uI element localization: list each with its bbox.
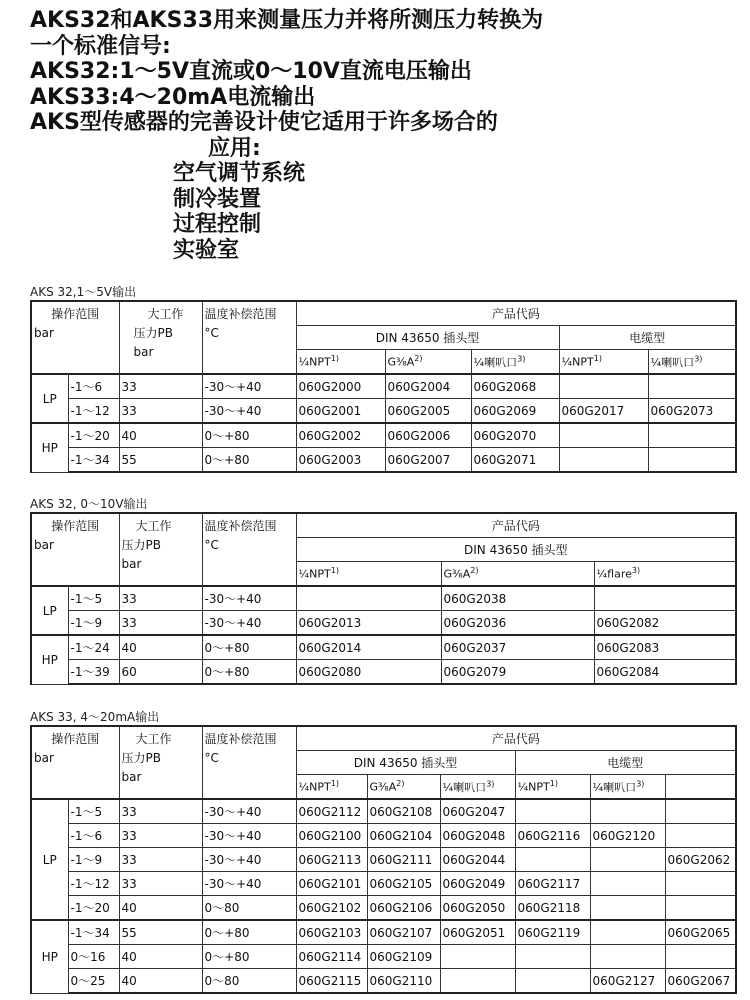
cell-code xyxy=(665,896,736,921)
cell-code: 060G2051 xyxy=(440,920,515,945)
cell-temp: -30～+40 xyxy=(202,399,296,424)
header-npt: ¼NPT$^{1)}$ xyxy=(515,775,590,800)
cell-code: 060G2073 xyxy=(648,399,736,424)
header-max-pressure: 大工作 压力PB bar xyxy=(119,513,202,586)
group-label: LP xyxy=(31,586,68,635)
cell-code: 060G2013 xyxy=(296,611,441,636)
table-row xyxy=(31,399,736,424)
cell-code: 060G2106 xyxy=(367,896,440,921)
cell-pb: 40 xyxy=(119,896,202,921)
group-label: LP xyxy=(31,799,68,920)
cell-code: 060G2120 xyxy=(590,824,665,848)
cell-code: 060G2111 xyxy=(367,848,440,872)
cell-code: 060G2050 xyxy=(440,896,515,921)
cell-code: 060G2048 xyxy=(440,824,515,848)
cell-code: 060G2004 xyxy=(385,374,471,399)
header-npt: ¼NPT$^{1)}$ xyxy=(296,350,385,375)
cell-temp: -30～+40 xyxy=(202,824,296,848)
table-row xyxy=(31,799,736,824)
cell-code xyxy=(559,448,648,473)
header-product-code: 产品代码 xyxy=(296,726,736,751)
header-npt: ¼NPT$^{1)}$ xyxy=(296,775,367,800)
application-item: 过程控制 xyxy=(173,212,262,237)
cell-code xyxy=(559,374,648,399)
cell-code xyxy=(665,799,736,824)
header-g: $G\frac{3}{8}A^{2)}$ xyxy=(385,350,471,375)
table-row xyxy=(31,448,736,473)
cell-temp: 0～+80 xyxy=(202,945,296,969)
table2-caption: AKS 32, 0～10V输出 xyxy=(30,497,148,511)
header-din-plug: DIN 43650 插头型 xyxy=(296,751,515,775)
header-temperature: 温度补偿范围 °C xyxy=(202,301,296,374)
cell-code: 060G2001 xyxy=(296,399,385,424)
cell-code: 060G2104 xyxy=(367,824,440,848)
cell-range: -1～39 xyxy=(68,660,119,685)
cell-code xyxy=(665,945,736,969)
header-temperature: 温度补偿范围 °C xyxy=(202,513,296,586)
intro-line: AKS33:4～20mA电流输出 xyxy=(30,84,316,110)
table-row xyxy=(31,848,736,872)
cell-range: -1～34 xyxy=(68,920,119,945)
cell-code xyxy=(515,969,590,994)
header-g: $G\frac{3}{8}A^{2)}$ xyxy=(367,775,440,800)
cell-temp: -30～+40 xyxy=(202,848,296,872)
cell-code: 060G2108 xyxy=(367,799,440,824)
intro-line: AKS32和AKS33用来测量压力并将所测压力转换为 xyxy=(30,8,544,33)
application-item: 制冷装置 xyxy=(173,186,262,212)
cell-pb: 55 xyxy=(119,448,202,473)
cell-code: 060G2115 xyxy=(296,969,367,994)
header-flare: ¼喇叭口$^{3)}$ xyxy=(471,350,559,375)
intro-line: AKS型传感器的完善设计使它适用于许多场合的 xyxy=(30,110,498,135)
cell-code: 060G2068 xyxy=(471,374,559,399)
cell-pb: 33 xyxy=(119,611,202,636)
table-row xyxy=(31,920,736,945)
cell-code: 060G2037 xyxy=(441,635,594,660)
cell-code xyxy=(590,920,665,945)
cell-temp: 0～+80 xyxy=(202,635,296,660)
cell-range: -1～9 xyxy=(68,848,119,872)
header-product-code: 产品代码 xyxy=(296,513,736,538)
cell-temp: 0～+80 xyxy=(202,920,296,945)
cell-code: 060G2109 xyxy=(367,945,440,969)
header-range: 操作范围 bar xyxy=(31,513,119,586)
cell-code xyxy=(440,969,515,994)
cell-code xyxy=(590,872,665,896)
cell-temp: -30～+40 xyxy=(202,586,296,611)
cell-code: 060G2071 xyxy=(471,448,559,473)
table2 xyxy=(30,512,737,685)
table-row xyxy=(31,611,736,636)
cell-pb: 33 xyxy=(119,848,202,872)
cell-code: 060G2006 xyxy=(385,423,471,448)
intro-text xyxy=(30,8,730,263)
cell-temp: 0～+80 xyxy=(202,423,296,448)
table-row xyxy=(31,896,736,921)
cell-pb: 33 xyxy=(119,374,202,399)
cell-code xyxy=(648,374,736,399)
cell-pb: 40 xyxy=(119,945,202,969)
cell-code: 060G2002 xyxy=(296,423,385,448)
cell-code xyxy=(665,824,736,848)
cell-code: 060G2113 xyxy=(296,848,367,872)
cell-range: 0～16 xyxy=(68,945,119,969)
cell-code: 060G2112 xyxy=(296,799,367,824)
cell-code: 060G2007 xyxy=(385,448,471,473)
cell-code: 060G2116 xyxy=(515,824,590,848)
cell-temp: -30～+40 xyxy=(202,374,296,399)
cell-range: -1～5 xyxy=(68,799,119,824)
cell-code: 060G2101 xyxy=(296,872,367,896)
table-row xyxy=(31,945,736,969)
header-din-plug: DIN 43650 插头型 xyxy=(296,538,736,562)
cell-code: 060G2117 xyxy=(515,872,590,896)
cell-code: 060G2114 xyxy=(296,945,367,969)
cell-code: 060G2065 xyxy=(665,920,736,945)
table-row xyxy=(31,969,736,994)
cell-temp: -30～+40 xyxy=(202,799,296,824)
cell-code xyxy=(665,872,736,896)
header-temperature: 温度补偿范围 °C xyxy=(202,726,296,799)
cell-code: 060G2118 xyxy=(515,896,590,921)
header-din-plug: DIN 43650 插头型 xyxy=(296,326,559,350)
table1 xyxy=(30,300,737,473)
header-max-pressure: 大工作 压力PB bar xyxy=(119,726,202,799)
cell-pb: 33 xyxy=(119,799,202,824)
table3 xyxy=(30,725,737,994)
cell-code: 060G2005 xyxy=(385,399,471,424)
cell-code: 060G2000 xyxy=(296,374,385,399)
table-row xyxy=(31,586,736,611)
cell-range: -1～20 xyxy=(68,423,119,448)
header-flare: ¼flare$^{3)}$ xyxy=(594,562,736,587)
cell-code xyxy=(590,896,665,921)
cell-code: 060G2080 xyxy=(296,660,441,685)
cell-code: 060G2017 xyxy=(559,399,648,424)
cell-range: -1～34 xyxy=(68,448,119,473)
header-range: 操作范围 bar xyxy=(31,726,119,799)
table-row xyxy=(31,872,736,896)
cell-code: 060G2103 xyxy=(296,920,367,945)
cell-code xyxy=(440,945,515,969)
cell-code xyxy=(648,423,736,448)
cell-temp: 0～+80 xyxy=(202,448,296,473)
cell-temp: 0～80 xyxy=(202,896,296,921)
header-range: 操作范围 bar xyxy=(31,301,119,374)
cell-code: 060G2003 xyxy=(296,448,385,473)
header-empty xyxy=(665,775,736,800)
cell-code: 060G2036 xyxy=(441,611,594,636)
intro-line: 一个标准信号: xyxy=(30,33,171,59)
header-cable: 电缆型 xyxy=(559,326,736,350)
cell-code xyxy=(594,586,736,611)
table-row xyxy=(31,824,736,848)
table-row xyxy=(31,660,736,685)
cell-code: 060G2119 xyxy=(515,920,590,945)
cell-pb: 33 xyxy=(119,586,202,611)
cell-code xyxy=(590,945,665,969)
cell-range: -1～9 xyxy=(68,611,119,636)
cell-code: 060G2079 xyxy=(441,660,594,685)
header-npt: ¼NPT$^{1)}$ xyxy=(296,562,441,587)
table1-caption: AKS 32,1～5V输出 xyxy=(30,285,137,299)
header-g: $G\frac{3}{8}A^{2)}$ xyxy=(441,562,594,587)
table-row xyxy=(31,635,736,660)
cell-range: -1～5 xyxy=(68,586,119,611)
intro-line: AKS32:1～5V直流或0～10V直流电压输出 xyxy=(30,59,472,84)
cell-range: -1～6 xyxy=(68,824,119,848)
applications-title: 应用: xyxy=(208,135,261,161)
cell-code: 060G2127 xyxy=(590,969,665,994)
cell-code: 060G2102 xyxy=(296,896,367,921)
cell-code xyxy=(648,448,736,473)
header-npt: ¼NPT$^{1)}$ xyxy=(559,350,648,375)
table-row xyxy=(31,374,736,399)
cell-temp: -30～+40 xyxy=(202,611,296,636)
cell-code: 060G2049 xyxy=(440,872,515,896)
cell-code: 060G2069 xyxy=(471,399,559,424)
cell-range: -1～12 xyxy=(68,872,119,896)
cell-code: 060G2044 xyxy=(440,848,515,872)
cell-code: 060G2070 xyxy=(471,423,559,448)
cell-code xyxy=(515,799,590,824)
cell-pb: 33 xyxy=(119,872,202,896)
header-product-code: 产品代码 xyxy=(296,301,736,326)
cell-pb: 33 xyxy=(119,824,202,848)
cell-pb: 40 xyxy=(119,423,202,448)
cell-code xyxy=(515,848,590,872)
cell-code: 060G2105 xyxy=(367,872,440,896)
header-flare: ¼喇叭口$^{3)}$ xyxy=(440,775,515,800)
table3-caption: AKS 33, 4～20mA输出 xyxy=(30,710,160,724)
header-flare: ¼喇叭口$^{3)}$ xyxy=(648,350,736,375)
header-max-pressure: 大工作 压力PB bar xyxy=(119,301,202,374)
cell-pb: 33 xyxy=(119,399,202,424)
header-cable: 电缆型 xyxy=(515,751,736,775)
cell-range: -1～20 xyxy=(68,896,119,921)
cell-code: 060G2062 xyxy=(665,848,736,872)
cell-pb: 40 xyxy=(119,635,202,660)
cell-code xyxy=(590,799,665,824)
group-label: HP xyxy=(31,635,68,684)
application-item: 实验室 xyxy=(173,237,240,263)
cell-range: -1～24 xyxy=(68,635,119,660)
group-label: HP xyxy=(31,920,68,993)
group-label: HP xyxy=(31,423,68,472)
cell-code: 060G2100 xyxy=(296,824,367,848)
cell-temp: -30～+40 xyxy=(202,872,296,896)
cell-range: -1～12 xyxy=(68,399,119,424)
cell-pb: 60 xyxy=(119,660,202,685)
header-flare: ¼喇叭口$^{3)}$ xyxy=(590,775,665,800)
cell-code xyxy=(296,586,441,611)
cell-range: -1～6 xyxy=(68,374,119,399)
cell-code xyxy=(515,945,590,969)
group-label: LP xyxy=(31,374,68,423)
cell-code: 060G2047 xyxy=(440,799,515,824)
cell-code xyxy=(559,423,648,448)
table-row xyxy=(31,423,736,448)
cell-code: 060G2084 xyxy=(594,660,736,685)
cell-temp: 0～+80 xyxy=(202,660,296,685)
cell-code xyxy=(590,848,665,872)
cell-temp: 0～80 xyxy=(202,969,296,994)
cell-code: 060G2107 xyxy=(367,920,440,945)
cell-pb: 40 xyxy=(119,969,202,994)
cell-code: 060G2110 xyxy=(367,969,440,994)
application-item: 空气调节系统 xyxy=(173,161,306,186)
cell-code: 060G2067 xyxy=(665,969,736,994)
cell-code: 060G2083 xyxy=(594,635,736,660)
cell-code: 060G2038 xyxy=(441,586,594,611)
cell-code: 060G2082 xyxy=(594,611,736,636)
cell-range: 0～25 xyxy=(68,969,119,994)
cell-code: 060G2014 xyxy=(296,635,441,660)
cell-pb: 55 xyxy=(119,920,202,945)
